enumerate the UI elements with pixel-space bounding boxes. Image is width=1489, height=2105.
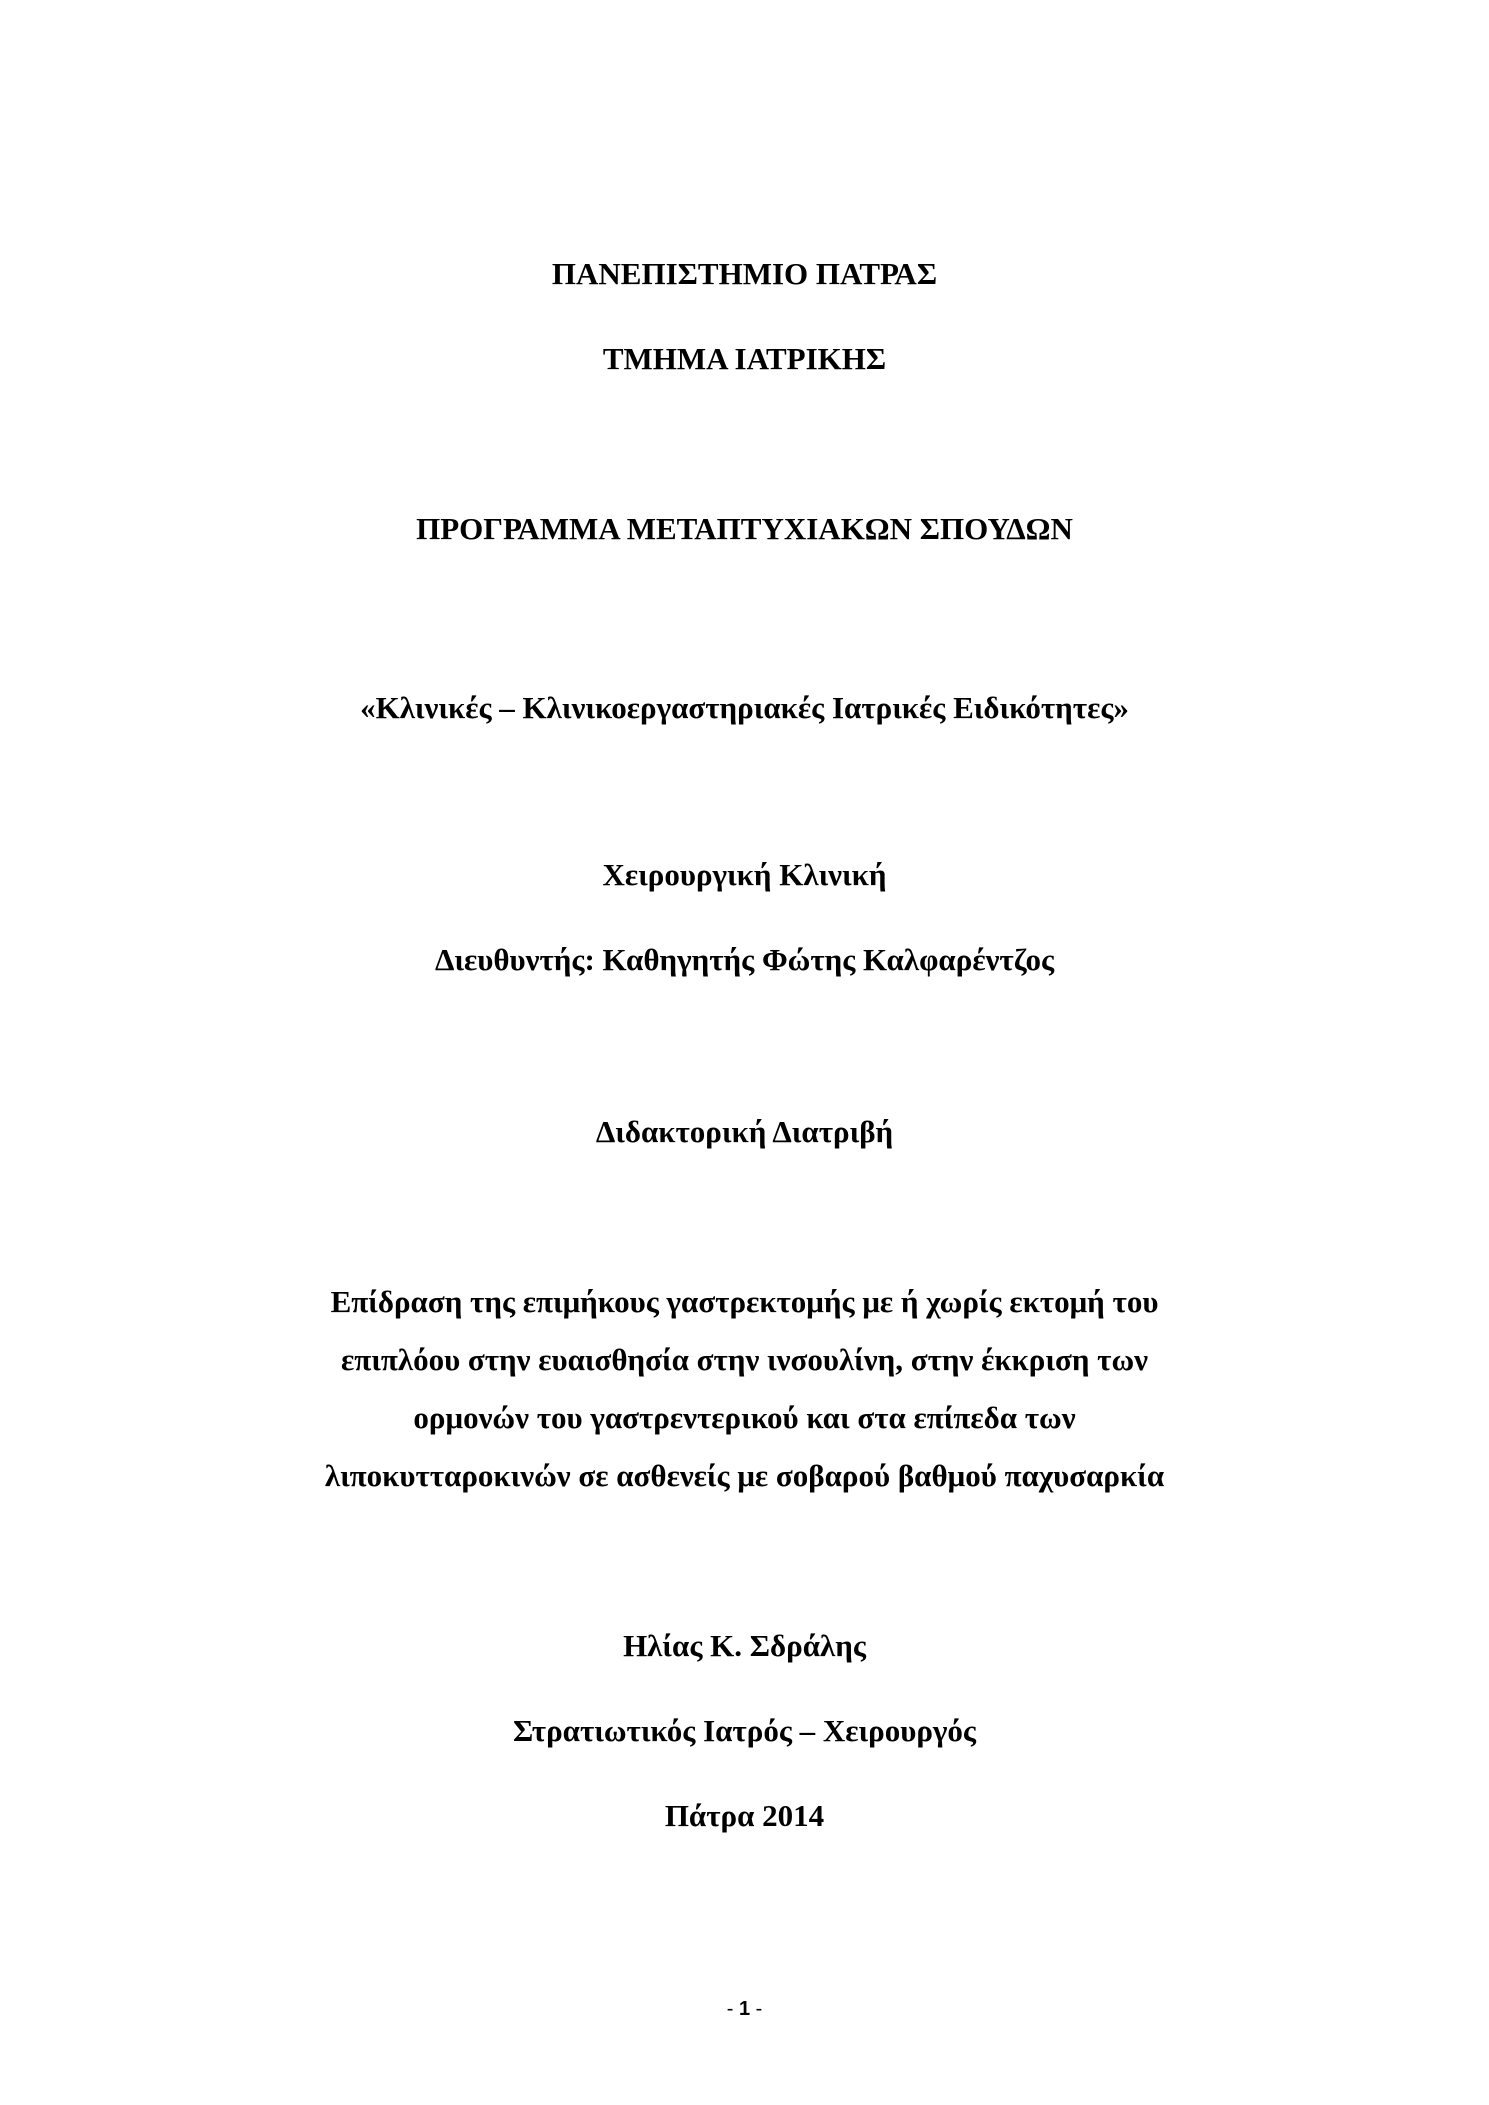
author-title: Στρατιωτικός Ιατρός – Χειρουργός <box>513 1713 976 1748</box>
clinic-name: Χειρουργική Κλινική <box>602 857 887 892</box>
clinic-director: Διευθυντής: Καθηγητής Φώτης Καλφαρέντζος <box>434 942 1055 977</box>
page-number-dash-left: - <box>726 1998 734 2020</box>
thesis-title-line: επιπλόου στην ευαισθησία στην ινσουλίνη, στην έκκριση των <box>341 1342 1148 1377</box>
thesis-title-line: λιποκυτταροκινών σε ασθενείς με σοβαρού βαθμού παχυσαρκία <box>324 1458 1165 1493</box>
place-date: Πάτρα 2014 <box>664 1798 825 1833</box>
page-number-dash-right: - <box>755 1998 763 2020</box>
author-name: Ηλίας Κ. Σδράλης <box>623 1628 866 1663</box>
document-type: Διδακτορική Διατριβή <box>595 1114 894 1149</box>
thesis-title-line: Επίδραση της επιμήκους γαστρεκτομής με ή χωρίς εκτομή του <box>330 1284 1159 1319</box>
thesis-title-line: ορμονών του γαστρεντερικού και στα επίπεδα των <box>413 1400 1076 1435</box>
page-footer <box>0 1996 1489 2022</box>
page-number: 1 <box>738 1998 751 2020</box>
department-name: ΤΜΗΜΑ ΙΑΤΡΙΚΗΣ <box>602 341 887 376</box>
university-name: ΠΑΝΕΠΙΣΤΗΜΙΟ ΠΑΤΡΑΣ <box>551 256 938 291</box>
program-name: «Κλινικές – Κλινικοεργαστηριακές Ιατρικές Ειδικότητες» <box>360 690 1129 725</box>
program-heading: ΠΡΟΓΡΑΜΜΑ ΜΕΤΑΠΤΥΧΙΑΚΩΝ ΣΠΟΥΔΩΝ <box>416 511 1073 546</box>
